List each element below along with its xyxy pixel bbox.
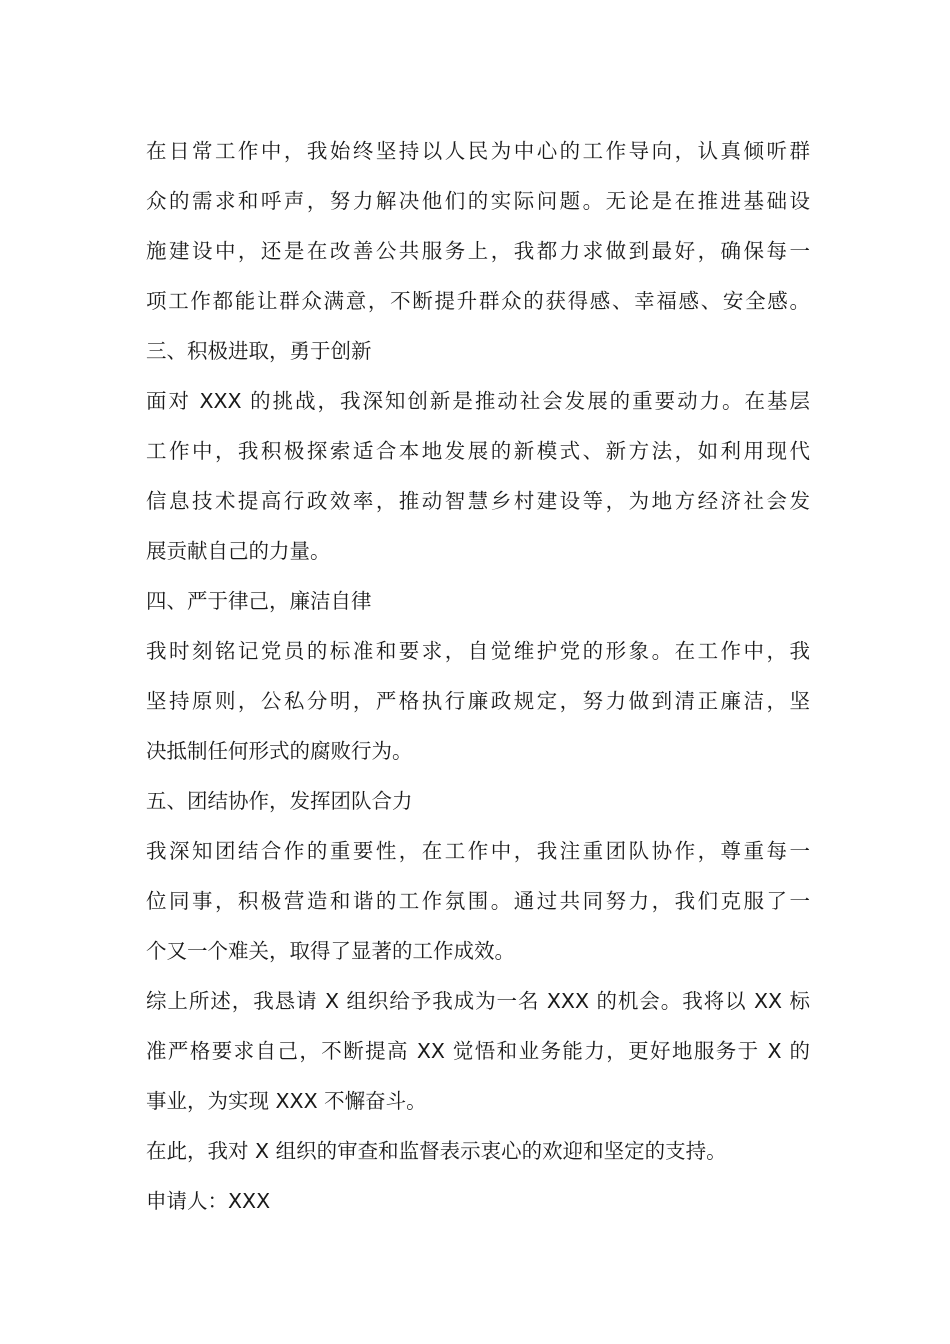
paragraph-line: 我深知团结合作的重要性，在工作中，我注重团队协作，尊重每一 xyxy=(146,839,810,863)
paragraph-line: 面对 XXX 的挑战，我深知创新是推动社会发展的重要动力。在基层 xyxy=(146,389,810,413)
paragraph-line: 展贡献自己的力量。 xyxy=(146,539,331,563)
paragraph-line: 项工作都能让群众满意，不断提升群众的获得感、幸福感、安全感。 xyxy=(146,289,810,313)
paragraph-line: 在此，我对 X 组织的审查和监督表示衷心的欢迎和坚定的支持。 xyxy=(146,1139,727,1163)
paragraph-line: 众的需求和呼声，努力解决他们的实际问题。无论是在推进基础设 xyxy=(146,189,810,213)
paragraph-line: 决抵制任何形式的腐败行为。 xyxy=(146,739,413,763)
paragraph-line: 施建设中，还是在改善公共服务上，我都力求做到最好，确保每一 xyxy=(146,239,810,263)
paragraph-line: 事业，为实现 XXX 不懈奋斗。 xyxy=(146,1089,427,1113)
paragraph-line: 综上所述，我恳请 X 组织给予我成为一名 XXX 的机会。我将以 XX 标 xyxy=(146,989,810,1013)
paragraph-line: 在日常工作中，我始终坚持以人民为中心的工作导向，认真倾听群 xyxy=(146,139,810,163)
paragraph-line: 我时刻铭记党员的标准和要求，自觉维护党的形象。在工作中，我 xyxy=(146,639,810,663)
paragraph-line: 坚持原则，公私分明，严格执行廉政规定，努力做到清正廉洁，坚 xyxy=(146,689,810,713)
paragraph-line: 个又一个难关，取得了显著的工作成效。 xyxy=(146,939,515,963)
paragraph-line: 工作中，我积极探索适合本地发展的新模式、新方法，如利用现代 xyxy=(146,439,810,463)
section-heading: 三、积极进取，勇于创新 xyxy=(146,339,372,363)
section-heading: 四、严于律己，廉洁自律 xyxy=(146,589,372,613)
paragraph-line: 信息技术提高行政效率，推动智慧乡村建设等，为地方经济社会发 xyxy=(146,489,810,513)
document-body xyxy=(146,126,810,1226)
applicant-signature-line: 申请人：XXX xyxy=(146,1189,271,1213)
paragraph-line: 准严格要求自己，不断提高 XX 觉悟和业务能力，更好地服务于 X 的 xyxy=(146,1039,810,1063)
section-heading: 五、团结协作，发挥团队合力 xyxy=(146,789,413,813)
paragraph-line: 位同事，积极营造和谐的工作氛围。通过共同努力，我们克服了一 xyxy=(146,889,810,913)
